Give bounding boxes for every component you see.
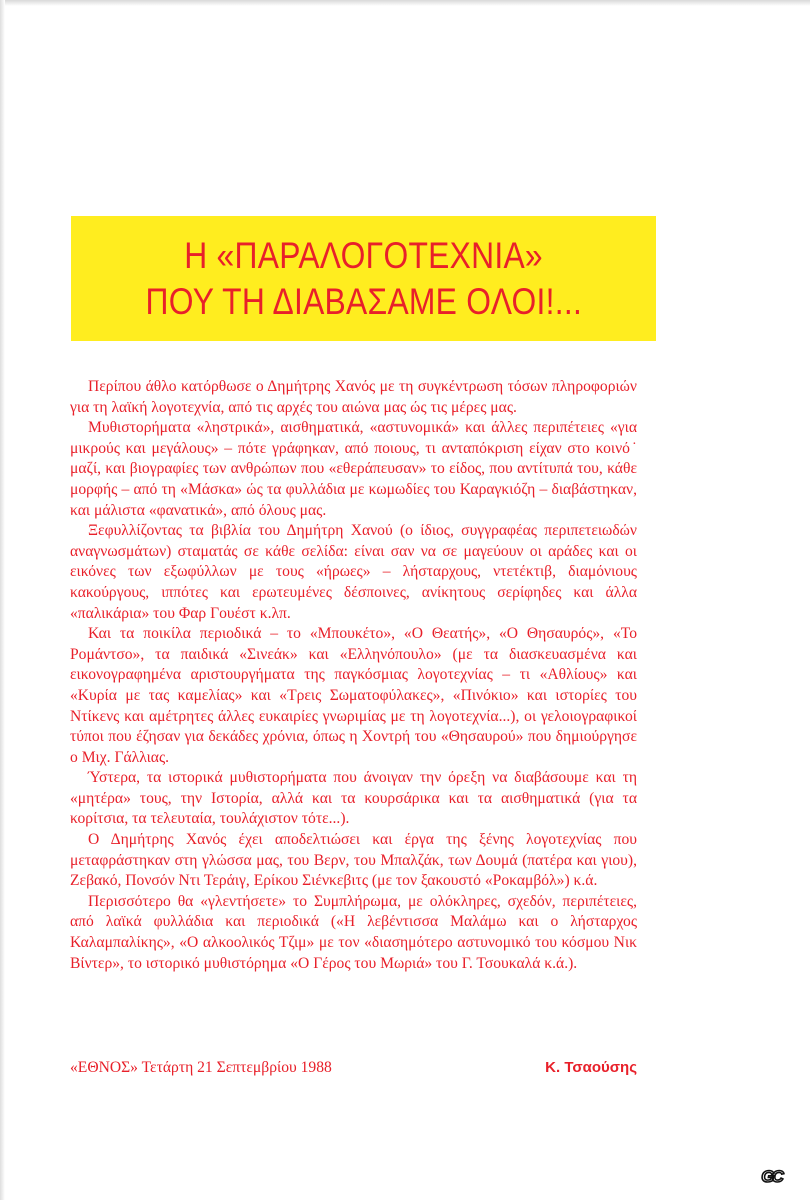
article-paragraph: Ο Δημήτρης Χανός έχει αποδελτιώσει και έργα της ξένης λογοτεχνίας που μεταφράστηκαν στη γλώσσα μας, του Βερν, του Μπαλζάκ, των Δουμά (πατέρα και γιου), Ζεβακό, Πονσόν Ντι Τεράιγ, Ερίκου Σιένκεβιτς (με τον ξακουστό «Ροκαμβόλ») κ.ά. xyxy=(70,831,637,890)
title-banner xyxy=(71,216,656,341)
article-paragraph: Ύστερα, τα ιστορικά μυθιστορήματα που άνοιγαν την όρεξη να διαβάσουμε και τη «μητέρα» τους, την Ιστορία, αλλά και τα κουρσάρικα και τα αισθηματικά (για τα κορίτσια, τα τελευταία, τουλάχιστον τότε...). xyxy=(70,769,637,828)
title-line-1: Η «ΠΑΡΑΛΟΓΟΤΕΧΝΙΑ» xyxy=(184,234,543,276)
title-line-2: ΠΟΥ ΤΗ ΔΙΑΒΑΣΑΜΕ ΟΛΟΙ!... xyxy=(145,280,582,322)
author-name: Κ. Τσαούσης xyxy=(545,1059,637,1076)
article-paragraph: Και τα ποικίλα περιοδικά – το «Μπουκέτο», «Ο Θεατής», «Ο Θησαυρός», «Το Ρομάντσο», τα παιδικά «Σινεάκ» και «Ελληνόπουλο» (με τα διασκευασμένα και εικονογραφημένα αριστουργήματα της παγκόσμιας λογοτεχνίας – τι «Αθλίους» και «Κυρία με τας καμελίας» και «Τρεις Σωματοφύλακες», «Πινόκιο» και ιστορίες του Ντίκενς και αμέτρητες άλλες ευκαιρίες γνωριμίας με τη λογοτεχνία...), οι γελοιογραφικοί τύποι που έζησαν για δεκάδες χρόνια, όπως η Χοντρή του «Θησαυρού» που δημιούργησε ο Μιχ. Γάλλιας. xyxy=(70,625,637,766)
article-paragraph: Μυθιστορήματα «ληστρικά», αισθηματικά, «αστυνομικά» και άλλες περιπέτειες «για μικρούς και μεγάλους» – πότε γράφηκαν, από ποιους, τι ανταπόκριση είχαν στο κοινό˙ μαζί, και βιογραφίες των ανθρώπων που «εθεράπευσαν» το είδος, που αντίτυπά του, κάθε μορφής – από τη «Μάσκα» ώς τα φυλλάδια με κωμωδίες του Καραγκιόζη – διαβάστηκαν, και μάλιστα «φανατικά», από όλους μας. xyxy=(70,419,637,519)
source-citation: «ΕΘΝΟΣ» Τετάρτη 21 Σεπτεμβρίου 1988 xyxy=(70,1059,332,1076)
article-paragraph: Περισσότερο θα «γλεντήσετε» το Συμπλήρωμα, με ολόκληρες, σχεδόν, περιπέτειες, από λαϊκά φυλλάδια και περιοδικά («Η λεβέντισσα Μαλάμω και ο λήσταρχος Καλαμπαλίκης», «Ο αλκοολικός Τζιμ» με τον «διασημότερο αστυνομικό του κόσμου Νικ Βίντερ», το ιστορικό μυθιστόρημα «Ο Γέρος του Μωριά» του Γ. Τσουκαλά κ.ά.). xyxy=(70,892,637,972)
scanner-logo: GC xyxy=(761,1167,781,1186)
article-paragraph: Ξεφυλλίζοντας τα βιβλία του Δημήτρη Χανού (ο ίδιος, συγγραφέας περιπετειωδών αναγνωσμάτων) σταματάς σε κάθε σελίδα: είναι σαν να σε μαγεύουν οι αράδες και οι εικόνες των εξωφύλλων με τους «ήρωες» – λήσταρχους, ντετέκτιβ, διαμόνιους κακούργους, ιππότες και ερωτευμένες δέσποινες, ανίκητους σερίφηδες και άλλα «παλικάρια» του Φαρ Γουέστ κ.λπ. xyxy=(70,522,637,622)
page-edge-shadow xyxy=(0,0,810,6)
article-body xyxy=(70,377,637,974)
signature-line xyxy=(70,1058,637,1078)
article-paragraph: Περίπου άθλο κατόρθωσε ο Δημήτρης Χανός με τη συγκέντρωση τόσων πληροφοριών για τη λαϊκή λογοτεχνία, από τις αρχές του αιώνα μας ώς τις μέρες μας. xyxy=(70,378,637,416)
page-edge-shadow xyxy=(0,0,5,1200)
